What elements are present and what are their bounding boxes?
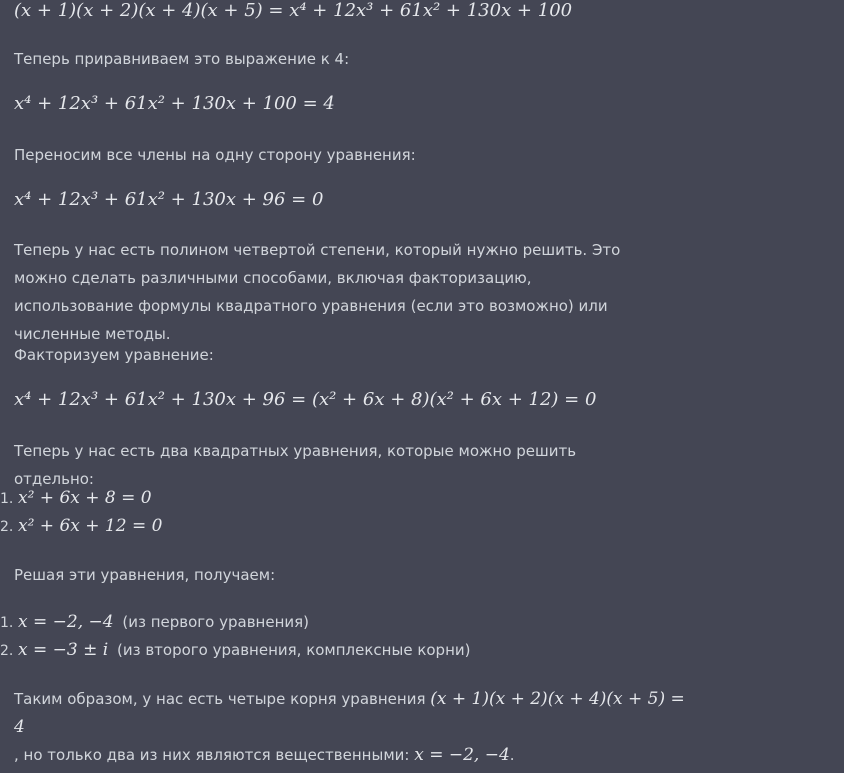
equation-factored: x⁴ + 12x³ + 61x² + 130x + 96 = (x² + 6x + 8)(x² + 6x + 12) = 0 — [14, 389, 597, 410]
list-item-quadratic-2 — [0, 512, 162, 541]
paragraph-equate: Теперь приравниваем это выражение к 4: — [14, 50, 350, 68]
conclusion-text-before: Таким образом, у нас есть четыре корня уравнения — [14, 690, 426, 708]
list-item-solution-1 — [0, 608, 309, 637]
quadratic-equation-1: x² + 6x + 8 = 0 — [18, 488, 152, 508]
list-number: 1. — [0, 491, 14, 507]
conclusion-real-roots: x = −2, −4 — [414, 745, 510, 765]
solution-equation-1: x = −2, −4 — [18, 612, 114, 632]
paragraph-factor: Факторизуем уравнение: — [14, 346, 214, 364]
equation-moved: x⁴ + 12x³ + 61x² + 130x + 96 = 0 — [14, 189, 324, 210]
list-item-solution-2 — [0, 636, 471, 665]
list-number: 2. — [0, 519, 14, 535]
paragraph-conclusion — [14, 685, 694, 769]
equation-expanded: (x + 1)(x + 2)(x + 4)(x + 5) = x⁴ + 12x³ + 61x² + 130x + 100 — [14, 0, 573, 21]
solution-note-1: (из первого уравнения) — [122, 613, 310, 631]
paragraph-solving: Решая эти уравнения, получаем: — [14, 566, 276, 584]
quadratic-equation-2: x² + 6x + 12 = 0 — [18, 516, 163, 536]
paragraph-move-terms: Переносим все члены на одну сторону уравнения: — [14, 146, 416, 164]
solution-equation-2: x = −3 ± i — [18, 640, 109, 660]
conclusion-equation: (x + 1)(x + 2)(x + 4)(x + 5) = 4 — [14, 689, 685, 737]
list-number: 1. — [0, 615, 14, 631]
paragraph-two-quadratics: Теперь у нас есть два квадратных уравнения, которые можно решить отдельно: — [14, 442, 577, 488]
equation-equate: x⁴ + 12x³ + 61x² + 130x + 100 = 4 — [14, 93, 335, 114]
solution-note-2: (из второго уравнения, комплексные корни) — [116, 641, 471, 659]
list-number: 2. — [0, 643, 14, 659]
list-item-quadratic-1 — [0, 484, 152, 513]
paragraph-polynomial: Теперь у нас есть полином четвертой степени, который нужно решить. Это можно сделать различными способами, включая факторизацию, использование формулы квадратного уравнения (если это возможно) или численные методы. — [14, 241, 621, 343]
conclusion-text-end: . — [509, 746, 515, 764]
conclusion-text-middle: , но только два из них являются вещественными: — [14, 746, 410, 764]
